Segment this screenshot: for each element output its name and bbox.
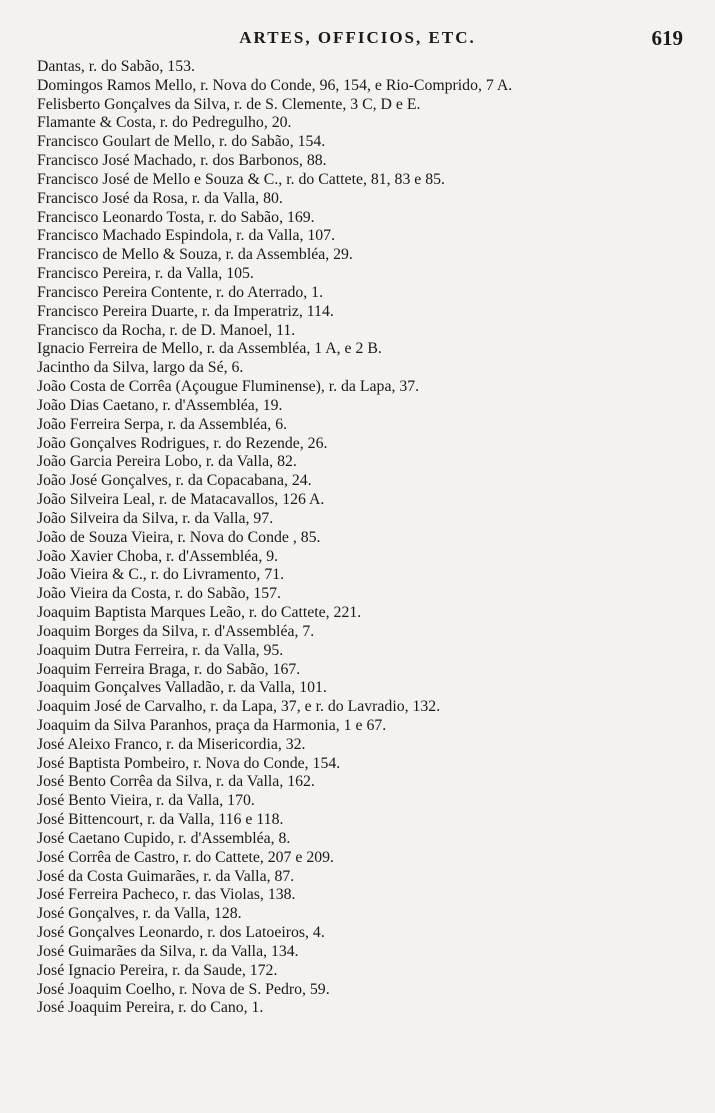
directory-entry: Francisco José de Mello e Souza & C., r. do Cattete, 81, 83 e 85.	[37, 170, 446, 188]
directory-entry: José Bento Corrêa da Silva, r. da Valla, 162.	[37, 773, 315, 791]
directory-entry: José Aleixo Franco, r. da Misericordia, 32.	[37, 735, 306, 753]
directory-entry: Dantas, r. do Sabão, 153.	[37, 58, 195, 75]
directory-entry: Francisco da Rocha, r. de D. Manoel, 11.	[37, 321, 296, 339]
directory-entry: José da Costa Guimarães, r. da Valla, 87.	[37, 867, 295, 885]
directory-entry: José Ferreira Pacheco, r. das Violas, 138.	[37, 886, 296, 904]
directory-entry: Joaquim Dutra Ferreira, r. da Valla, 95.	[37, 641, 284, 659]
directory-entry: João Vieira & C., r. do Livramento, 71.	[37, 566, 285, 584]
directory-entry: José Ignacio Pereira, r. da Saude, 172.	[37, 961, 278, 979]
directory-entry: João Vieira da Costa, r. do Sabão, 157.	[37, 585, 282, 603]
directory-entry: Jacintho da Silva, largo da Sé, 6.	[37, 359, 244, 377]
directory-entry: Joaquim Ferreira Braga, r. do Sabão, 167.	[37, 660, 301, 678]
directory-entry: João José Gonçalves, r. da Copacabana, 24.	[37, 472, 312, 490]
directory-entry: José Caetano Cupido, r. d'Assembléa, 8.	[37, 829, 291, 847]
directory-entry: Flamante & Costa, r. do Pedregulho, 20.	[37, 114, 292, 132]
directory-entry: José Bento Vieira, r. da Valla, 170.	[37, 792, 255, 810]
page-header	[0, 28, 715, 52]
directory-entry: Joaquim Baptista Marques Leão, r. do Cattete, 221.	[37, 604, 362, 622]
directory-entry: Joaquim Gonçalves Valladão, r. da Valla, 101.	[37, 679, 327, 697]
directory-entry: João Ferreira Serpa, r. da Assembléa, 6.	[37, 415, 288, 433]
page-number: 619	[651, 26, 683, 50]
directory-entry: José Baptista Pombeiro, r. Nova do Conde, 154.	[37, 754, 341, 772]
directory-entry: Francisco Pereira, r. da Valla, 105.	[37, 265, 254, 283]
directory-entry: João Dias Caetano, r. d'Assembléa, 19.	[37, 396, 283, 414]
directory-entry: João Gonçalves Rodrigues, r. do Rezende, 26.	[37, 434, 328, 452]
directory-entry: Francisco Pereira Contente, r. do Aterrado, 1.	[37, 283, 324, 301]
running-title: ARTES, OFFICIOS, ETC.	[239, 28, 476, 47]
directory-entry: João Costa de Corrêa (Açougue Fluminense), r. da Lapa, 37.	[37, 378, 420, 396]
directory-entry: José Gonçalves Leonardo, r. dos Latoeiros, 4.	[37, 924, 325, 942]
directory-entry: Joaquim Borges da Silva, r. d'Assembléa, 7.	[37, 622, 315, 640]
directory-entry: Francisco José da Rosa, r. da Valla, 80.	[37, 189, 283, 207]
directory-entry: Francisco Leonardo Tosta, r. do Sabão, 169.	[37, 208, 315, 226]
directory-entry: João Silveira da Silva, r. da Valla, 97.	[37, 509, 274, 527]
directory-entry: Francisco Machado Espindola, r. da Valla, 107.	[37, 227, 336, 245]
directory-entry: João Silveira Leal, r. de Matacavallos, 126 A.	[37, 491, 325, 509]
directory-entry: José Joaquim Coelho, r. Nova de S. Pedro, 59.	[37, 980, 330, 998]
directory-entry: Francisco Goulart de Mello, r. do Sabão, 154.	[37, 133, 326, 151]
directory-entry: Francisco de Mello & Souza, r. da Assembléa, 29.	[37, 246, 353, 264]
directory-entry-list	[37, 58, 697, 1018]
directory-entry: José Guimarães da Silva, r. da Valla, 134.	[37, 942, 299, 960]
directory-entry: José Joaquim Pereira, r. do Cano, 1.	[37, 999, 264, 1017]
directory-entry: Joaquim José de Carvalho, r. da Lapa, 37, e r. do Lavradio, 132.	[37, 698, 441, 716]
directory-entry: José Gonçalves, r. da Valla, 128.	[37, 905, 242, 923]
directory-entry: João de Souza Vieira, r. Nova do Conde , 85.	[37, 528, 321, 546]
directory-entry: Domingos Ramos Mello, r. Nova do Conde, 96, 154, e Rio-Comprido, 7 A.	[37, 76, 513, 94]
directory-entry: João Garcia Pereira Lobo, r. da Valla, 82.	[37, 453, 297, 471]
directory-entry: Joaquim da Silva Paranhos, praça da Harmonia, 1 e 67.	[37, 716, 387, 734]
directory-entry: Ignacio Ferreira de Mello, r. da Assembléa, 1 A, e 2 B.	[37, 340, 382, 358]
directory-entry: José Corrêa de Castro, r. do Cattete, 207 e 209.	[37, 848, 335, 866]
directory-entry: Felisberto Gonçalves da Silva, r. de S. Clemente, 3 C, D e E.	[37, 95, 421, 113]
directory-entry: José Bittencourt, r. da Valla, 116 e 118.	[37, 811, 284, 829]
directory-entry: Francisco José Machado, r. dos Barbonos, 88.	[37, 152, 327, 170]
directory-entry: Francisco Pereira Duarte, r. da Imperatriz, 114.	[37, 302, 334, 320]
directory-entry: João Xavier Choba, r. d'Assembléa, 9.	[37, 547, 279, 565]
